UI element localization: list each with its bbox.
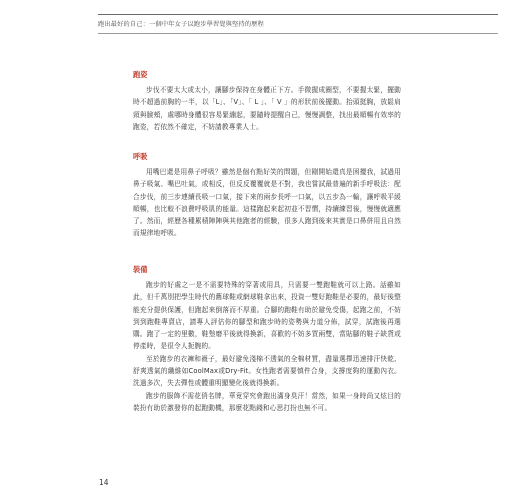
section-heading-gear: 裝備 (133, 265, 148, 274)
running-header: 跑出最好的自己：一個中年女子以跑步學習覺與堅持的歷程 (98, 21, 265, 28)
paragraph: 跑步的好處之一是不需要特殊的穿著或用具，只需要一雙跑鞋就可以上路。話雖如此，但千萬別把學生時代的舊球鞋或網球鞋拿出來，投資一雙好跑鞋是必要的，最好後整能充分提供保護，但跑起來倒落而不厚重。合腳的跑鞋有助於避免受傷，起跑之前，不妨到到跑鞋專賣店，請專人評估你的腳型和跑步時的姿勢與力道分佈，試穿，試跑後再選購。跑了一定的里數，鞋墊磨平後就得換新，喜歡的不妨多買兩雙，當貼腳的鞋子缺貨或停產時，是很令人扼腕的。 (133, 281, 401, 351)
page-number: 14 (99, 478, 109, 487)
section-heading-breathing: 呼吸 (133, 152, 148, 161)
paragraph: 步伐不要太大或太小，讓腳步保持在身體正下方。手微握成圈型，不要握太緊，擺動時不超過前胸的一半，以「L」、「V」、「 L 」、「 V 」的形狀前後擺動。抬頭挺胸，放鬆肩頸與臉頰，處哪時身體很容易緊繃起，要隨時提醒自己，慢慢調整，找出最順暢有效率的跑姿，若依然不確定，不妨請教專業人士。 (133, 86, 401, 131)
paragraph: 跑步的服飾不需花俏名牌，華竟穿究會跑出滿身臭汗！當然，如果一身時尚又炫目的裝扮有助於激發你的起跑動機，那麼花點錢和心思打扮也無不可。 (133, 391, 401, 412)
paragraph: 至於跑步的衣褲和襪子，最好避免淺棉不透氣的全棉材質，盡量選擇迅速排汗快乾、舒爽透氣的纖維如CoolMax或Dry-Fit。女性跑者需要慎件合身，支撐度夠的運動內衣。洗過多次，失去彈性或體重明顯變化後就得換新。 (133, 354, 401, 388)
section-body-posture (133, 84, 401, 133)
section-heading-posture: 跑姿 (133, 70, 148, 79)
section-body-breathing (133, 166, 401, 240)
header-rule-top (98, 14, 498, 15)
section-body-gear (133, 279, 401, 414)
paragraph: 用嘴巴還是用鼻子呼吸？雖然是個有點好笑的問題，但剛開始還真是困擾我，試過用鼻子吸氣、嘴巴吐氣，或相反，但反反覆覆就是不對，我也嘗試最普遍的新手呼吸法：配合步伐，前三步連續長吸一口氣，接下來的兩步長呼一口氣，以五步為一輪，讓呼吸平緩順暢，也比較不浪費呼吸肌的能量。這樣跑起來起初並不習慣，持續練習後，慢慢就適應了。然而，經歷各種累積陣陣與其他跑者的經驗，很多人跑到後來其實是口鼻併用且自然而規律地呼吸。 (133, 168, 401, 238)
header-rule-bottom (98, 33, 498, 34)
